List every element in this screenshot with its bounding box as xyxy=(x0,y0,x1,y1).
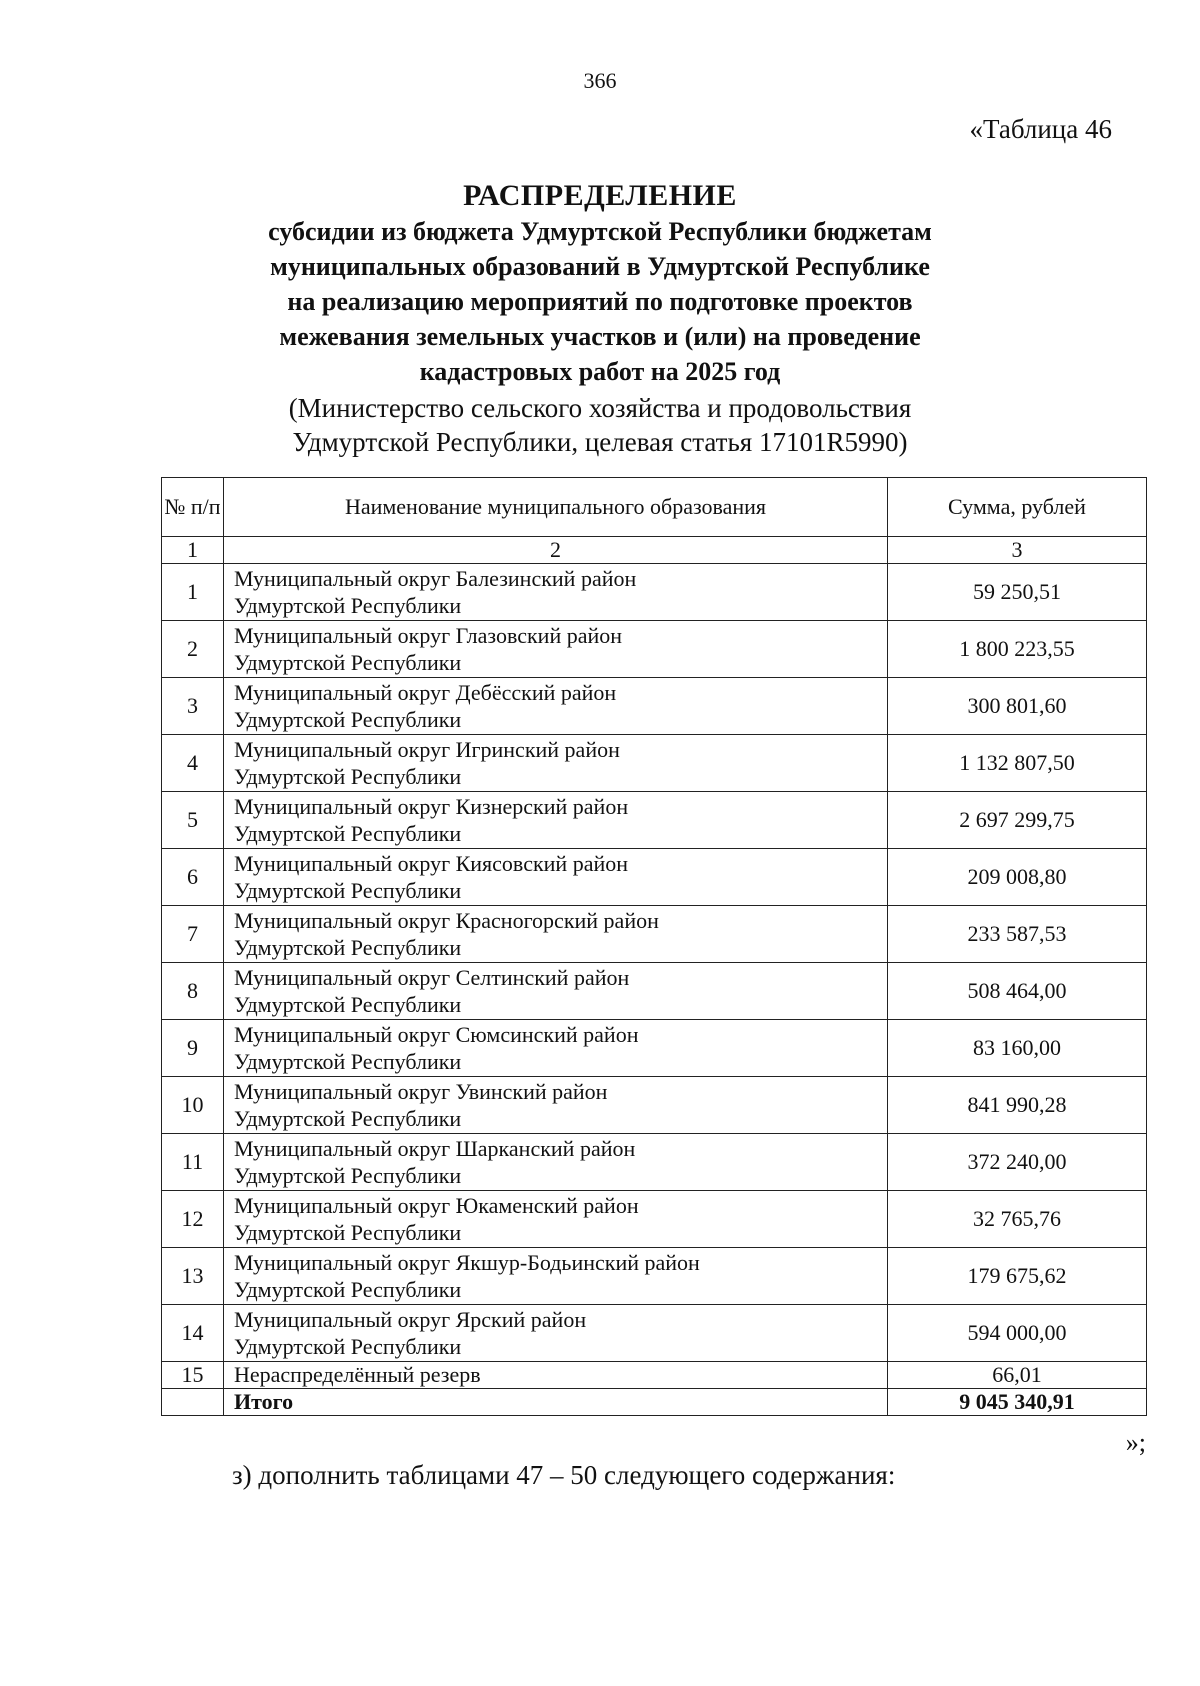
municipality-name-line: Муниципальный округ Киясовский район xyxy=(234,851,629,876)
row-number: 15 xyxy=(162,1362,224,1389)
municipality-name xyxy=(224,678,888,735)
table-row xyxy=(162,849,1147,906)
municipality-name xyxy=(224,1305,888,1362)
heading-ministry: (Министерство сельского хозяйства и продовольствия Удмуртской Республики, целевая статья 17101R5990) xyxy=(288,393,912,457)
table-label: «Таблица 46 xyxy=(969,114,1112,144)
municipality-name-line: Нераспределённый резерв xyxy=(234,1362,481,1387)
table-row xyxy=(162,1248,1147,1305)
municipality-name-line: Муниципальный округ Шарканский район xyxy=(234,1136,636,1161)
distribution-table xyxy=(161,477,1147,1416)
header-sum: Сумма, рублей xyxy=(888,478,1147,537)
row-number: 13 xyxy=(162,1248,224,1305)
municipality-name-line: Муниципальный округ Кизнерский район xyxy=(234,794,629,819)
document-heading xyxy=(0,178,1200,459)
table-row xyxy=(162,1362,1147,1389)
municipality-region-line: Удмуртской Республики xyxy=(234,707,462,732)
subsidy-amount: 209 008,80 xyxy=(888,849,1147,906)
subsidy-amount: 594 000,00 xyxy=(888,1305,1147,1362)
subsidy-amount: 1 800 223,55 xyxy=(888,621,1147,678)
total-label: Итого xyxy=(224,1389,888,1416)
column-number: 2 xyxy=(224,537,888,564)
table-row xyxy=(162,678,1147,735)
total-row xyxy=(162,1389,1147,1416)
row-number: 11 xyxy=(162,1134,224,1191)
row-number: 8 xyxy=(162,963,224,1020)
row-number: 5 xyxy=(162,792,224,849)
municipality-name-line: Муниципальный округ Сюмсинский район xyxy=(234,1022,639,1047)
row-number: 6 xyxy=(162,849,224,906)
municipality-name xyxy=(224,963,888,1020)
row-number: 3 xyxy=(162,678,224,735)
municipality-name-line: Муниципальный округ Дебёсский район xyxy=(234,680,617,705)
subsidy-amount: 59 250,51 xyxy=(888,564,1147,621)
municipality-region-line: Удмуртской Республики xyxy=(234,821,462,846)
municipality-name xyxy=(224,1191,888,1248)
heading-subtitle: субсидии из бюджета Удмуртской Республики бюджетам муниципальных образований в Удмуртской Республике на реализацию мероприятий по подготовке проектов межевания земельных участков и (или) на проведение кадастровых работ на 2025 год xyxy=(268,217,932,386)
table-row xyxy=(162,1191,1147,1248)
subsidy-amount: 32 765,76 xyxy=(888,1191,1147,1248)
row-number: 14 xyxy=(162,1305,224,1362)
header-name: Наименование муниципального образования xyxy=(224,478,888,537)
municipality-region-line: Удмуртской Республики xyxy=(234,1106,462,1131)
subsidy-amount: 179 675,62 xyxy=(888,1248,1147,1305)
subsidy-amount: 233 587,53 xyxy=(888,906,1147,963)
subsidy-amount: 508 464,00 xyxy=(888,963,1147,1020)
header-num: № п/п xyxy=(162,478,224,537)
municipality-name-line: Муниципальный округ Красногорский район xyxy=(234,908,659,933)
subsidy-amount: 300 801,60 xyxy=(888,678,1147,735)
municipality-name-line: Муниципальный округ Юкаменский район xyxy=(234,1193,639,1218)
municipality-region-line: Удмуртской Республики xyxy=(234,1220,462,1245)
municipality-region-line: Удмуртской Республики xyxy=(234,1163,462,1188)
municipality-name-line: Муниципальный округ Селтинский район xyxy=(234,965,630,990)
row-number: 2 xyxy=(162,621,224,678)
table-row xyxy=(162,792,1147,849)
municipality-name xyxy=(224,792,888,849)
column-number: 3 xyxy=(888,537,1147,564)
table-row xyxy=(162,1020,1147,1077)
row-number: 7 xyxy=(162,906,224,963)
municipality-name xyxy=(224,1020,888,1077)
municipality-region-line: Удмуртской Республики xyxy=(234,1277,462,1302)
row-number: 4 xyxy=(162,735,224,792)
table-row xyxy=(162,1305,1147,1362)
column-numbers-row xyxy=(162,537,1147,564)
column-number: 1 xyxy=(162,537,224,564)
subsidy-amount: 2 697 299,75 xyxy=(888,792,1147,849)
table-row xyxy=(162,735,1147,792)
subsidy-amount: 66,01 xyxy=(888,1362,1147,1389)
municipality-name-line: Муниципальный округ Увинский район xyxy=(234,1079,608,1104)
municipality-name xyxy=(224,849,888,906)
municipality-name xyxy=(224,621,888,678)
row-number: 10 xyxy=(162,1077,224,1134)
municipality-region-line: Удмуртской Республики xyxy=(234,764,462,789)
municipality-name xyxy=(224,564,888,621)
municipality-region-line: Удмуртской Республики xyxy=(234,593,462,618)
subsidy-amount: 1 132 807,50 xyxy=(888,735,1147,792)
row-number: 12 xyxy=(162,1191,224,1248)
table-row xyxy=(162,906,1147,963)
table-header-row xyxy=(162,478,1147,537)
municipality-name-line: Муниципальный округ Ярский район xyxy=(234,1307,587,1332)
municipality-name xyxy=(224,1248,888,1305)
table-row xyxy=(162,1134,1147,1191)
row-number: 1 xyxy=(162,564,224,621)
municipality-name-line: Муниципальный округ Глазовский район xyxy=(234,623,623,648)
municipality-name xyxy=(224,906,888,963)
municipality-name xyxy=(224,1077,888,1134)
row-number: 9 xyxy=(162,1020,224,1077)
total-sum: 9 045 340,91 xyxy=(888,1389,1147,1416)
municipality-name xyxy=(224,1134,888,1191)
municipality-region-line: Удмуртской Республики xyxy=(234,992,462,1017)
continuation-text: з) дополнить таблицами 47 – 50 следующего содержания: xyxy=(232,1460,896,1490)
municipality-name xyxy=(224,735,888,792)
municipality-region-line: Удмуртской Республики xyxy=(234,1049,462,1074)
subsidy-amount: 372 240,00 xyxy=(888,1134,1147,1191)
table-row xyxy=(162,564,1147,621)
page-number: 366 xyxy=(583,68,617,93)
subsidy-amount: 83 160,00 xyxy=(888,1020,1147,1077)
heading-title: РАСПРЕДЕЛЕНИЕ xyxy=(463,179,737,212)
total-num-cell xyxy=(162,1389,224,1416)
municipality-region-line: Удмуртской Республики xyxy=(234,1334,462,1359)
subsidy-amount: 841 990,28 xyxy=(888,1077,1147,1134)
close-quote: »; xyxy=(1125,1428,1146,1457)
municipality-name-line: Муниципальный округ Якшур-Бодьинский район xyxy=(234,1250,700,1275)
municipality-region-line: Удмуртской Республики xyxy=(234,650,462,675)
municipality-name-line: Муниципальный округ Балезинский район xyxy=(234,566,637,591)
municipality-name-line: Муниципальный округ Игринский район xyxy=(234,737,620,762)
table-row xyxy=(162,1077,1147,1134)
table-row xyxy=(162,963,1147,1020)
municipality-name xyxy=(224,1362,888,1389)
municipality-region-line: Удмуртской Республики xyxy=(234,878,462,903)
table-row xyxy=(162,621,1147,678)
municipality-region-line: Удмуртской Республики xyxy=(234,935,462,960)
